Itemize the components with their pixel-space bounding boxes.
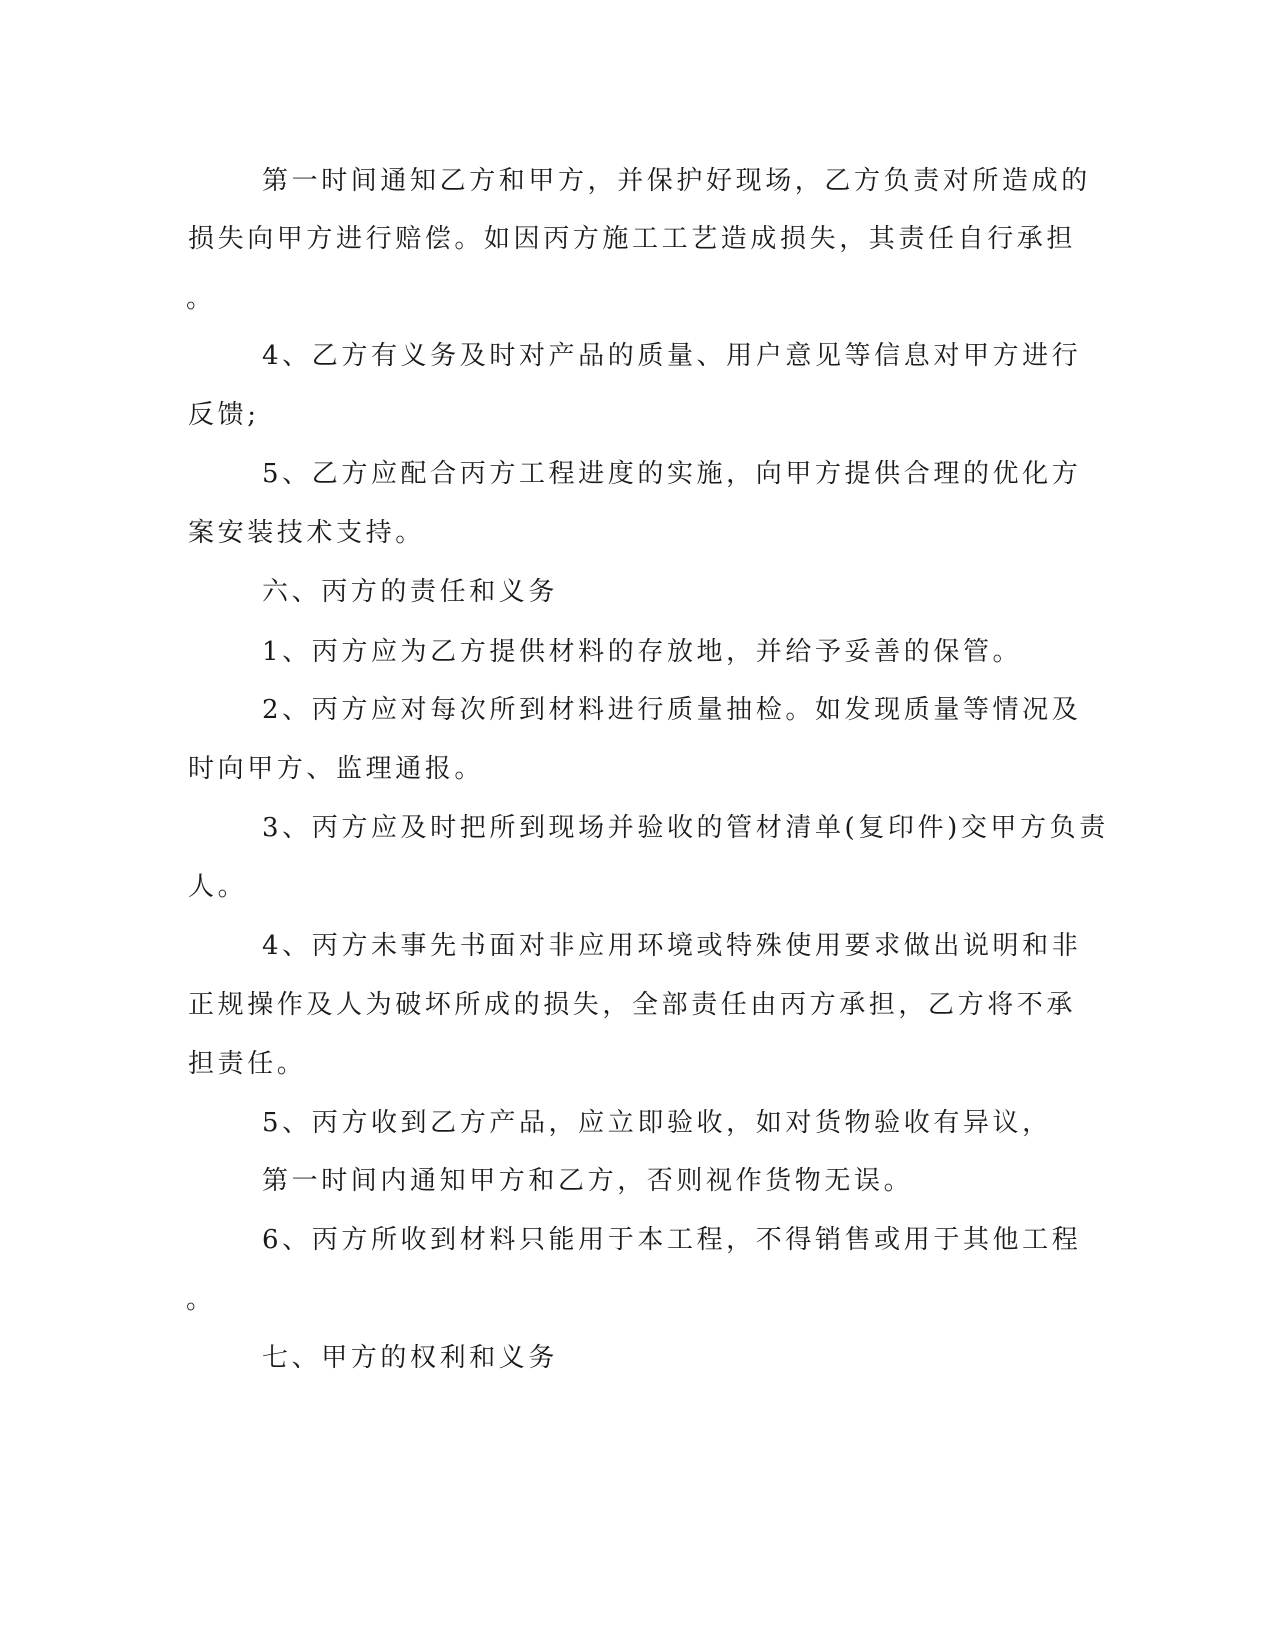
text-line: 损失向甲方进行赔偿。如因丙方施工工艺造成损失，其责任自行承担 [188, 224, 1077, 254]
section-heading: 七、甲方的权利和义务 [262, 1343, 559, 1373]
text-line: 1、丙方应为乙方提供材料的存放地，并给予妥善的保管。 [262, 637, 1023, 667]
text-line: 案安装技术支持。 [188, 518, 425, 548]
text-line: 第一时间通知乙方和甲方，并保护好现场，乙方负责对所造成的 [262, 166, 1091, 196]
text-line: 第一时间内通知甲方和乙方，否则视作货物无误。 [262, 1166, 914, 1196]
section-heading: 六、丙方的责任和义务 [262, 577, 559, 607]
text-line: 正规操作及人为破坏所成的损失，全部责任由丙方承担，乙方将不承 [188, 990, 1077, 1020]
text-line: 5、乙方应配合丙方工程进度的实施，向甲方提供合理的优化方 [262, 459, 1082, 489]
text-line: 担责任。 [188, 1049, 307, 1079]
text-line: 6、丙方所收到材料只能用于本工程，不得销售或用于其他工程 [262, 1225, 1082, 1255]
text-line: 4、丙方未事先书面对非应用环境或特殊使用要求做出说明和非 [262, 931, 1082, 961]
text-line: 人。 [188, 872, 248, 902]
text-line: 。 [186, 1285, 216, 1315]
text-line: 3、丙方应及时把所到现场并验收的管材清单(复印件)交甲方负责 [262, 813, 1109, 843]
text-line: 2、丙方应对每次所到材料进行质量抽检。如发现质量等情况及 [262, 695, 1082, 725]
text-line: 。 [186, 284, 216, 314]
text-line: 时向甲方、监理通报。 [188, 754, 485, 784]
text-line: 4、乙方有义务及时对产品的质量、用户意见等信息对甲方进行 [262, 341, 1082, 371]
text-line: 5、丙方收到乙方产品，应立即验收，如对货物验收有异议， [262, 1108, 1052, 1138]
text-line: 反馈; [188, 400, 260, 430]
